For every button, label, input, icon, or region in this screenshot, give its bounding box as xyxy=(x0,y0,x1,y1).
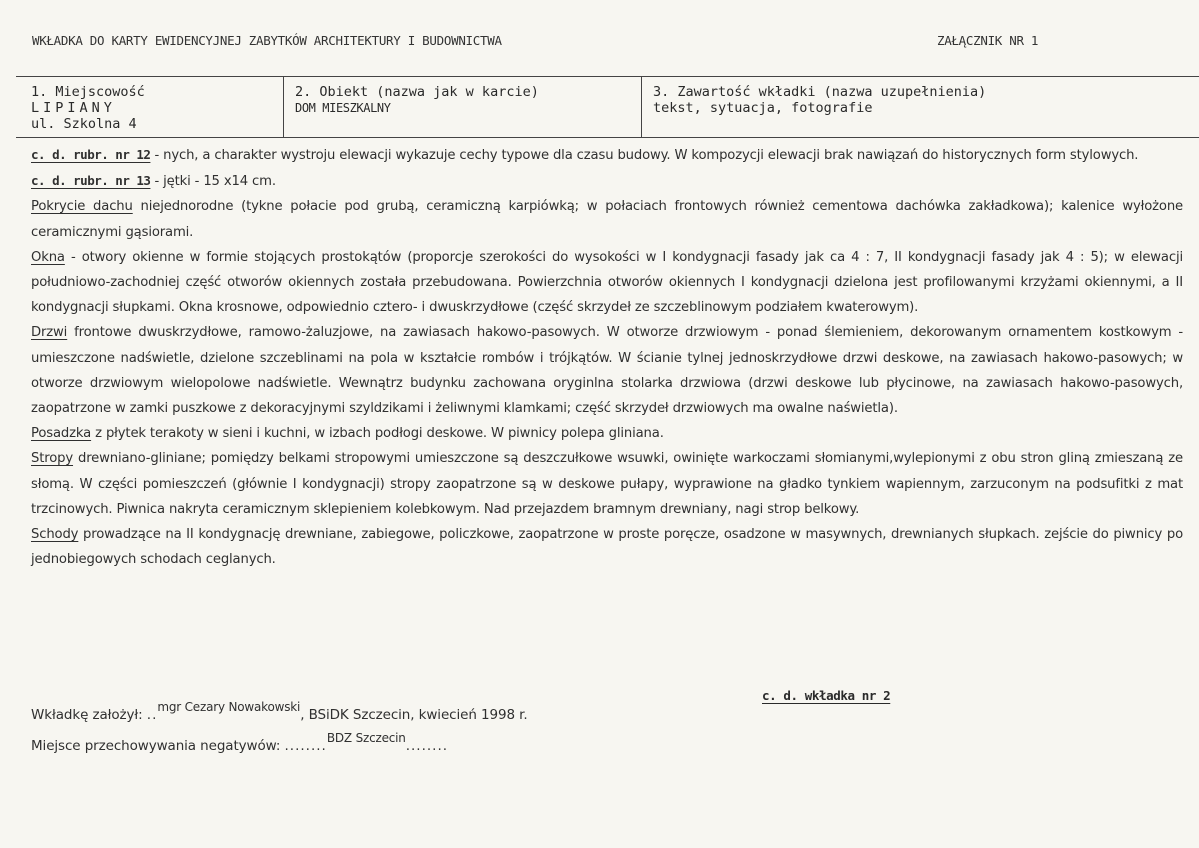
paragraph-label: Stropy xyxy=(31,451,74,467)
paragraph-label: Posadzka xyxy=(31,426,92,442)
paragraph-floor xyxy=(31,421,1183,446)
negatives-line xyxy=(31,731,449,754)
description-body xyxy=(31,142,1183,572)
paragraph-rubr-13 xyxy=(31,168,1183,194)
author-label: Wkładkę założył: xyxy=(31,707,143,723)
locality-label: 1. Miejscowość xyxy=(31,84,145,100)
paragraph-text: frontowe dwuskrzydłowe, ramowo-żaluzjowe, na zawiasach hakowo-pasowych. W otworze drzwiowym - ponad ślemieniem, dekorowanym ornamentem kostkowym - umieszczone nadświetle, dzielone szczeblinami na pola w kształcie rombów i trójkątów. W ścianie tylnej jednoskrzydłowe drzwi deskowe, na zawiasach hakowo-pasowych; w otworze drzwiowym wielopolowe nadświetle. Wewnątrz budynku zachowana oryginlna stolarka drzwiowa (drzwi deskowe lub płycinowe, na zawiasach hakowo-pasowych, zaopatrzone w zamki puszkowe z dekoracyjnymi szyldzikami i żeliwnymi klamkami; część skrzydeł drzwiowych ma owalne naświetla). xyxy=(31,325,1183,417)
annex-number: ZAŁĄCZNIK NR 1 xyxy=(937,33,1039,48)
table-top-border xyxy=(16,76,1199,77)
paragraph-label: Schody xyxy=(31,527,79,543)
table-bottom-border xyxy=(16,137,1199,138)
negatives-label: Miejsce przechowywania negatywów: xyxy=(31,738,281,754)
paragraph-label: Okna xyxy=(31,249,65,265)
document-title: WKŁADKA DO KARTY EWIDENCYJNEJ ZABYTKÓW ARCHITEKTURY I BUDOWNICTWA xyxy=(32,33,502,48)
object-cell xyxy=(295,84,539,116)
object-label: 2. Obiekt (nazwa jak w karcie) xyxy=(295,84,539,100)
paragraph-doors xyxy=(31,320,1183,421)
negatives-dots-after: ........ xyxy=(405,738,449,754)
paragraph-text: - jętki - 15 x14 cm. xyxy=(150,174,276,190)
paragraph-text: drewniano-gliniane; pomiędzy belkami stropowymi umieszczone są deszczułkowe wsuwki, owinięte warkoczami słomianymi,wylepionymi z obu stron gliną zmieszaną ze słomą. W części pomieszczeń (głównie I kondygnacji) stropy zaopatrzone są w deskowe pułapy, wyprawione na gładko tynkiem wapiennym, zarzuconym na podsufitki z mat trzcinowych. Piwnica nakryta ceramicznym sklepieniem kolebkowym. Nad przejazdem bramnym drewniany, nagi strop belkowy. xyxy=(31,451,1183,517)
paragraph-roof xyxy=(31,194,1183,244)
paragraph-text: z płytek terakoty w sieni i kuchni, w izbach podłogi deskowe. W piwnicy polepa gliniana. xyxy=(91,426,664,442)
paragraph-text: - otwory okienne w formie stojących prostokątów (proporcje szerokości do wysokości w I kondygnacji fasady jak ca 4 : 7, II kondygnacji fasady jak 4 : 5); w elewacji południowo-zachodniej część otworów okiennych została przebudowana. Powierzchnia otworów okiennych I kondygnacji dzielona jest profilowanymi krzyżami okiennymi, a II kondygnacji słupkami. Okna krosnowe, odpowiednio cztero- i dwuskrzydłowe (część skrzydeł ze szczeblinowym podziałem kwaterowym). xyxy=(31,249,1183,316)
paragraph-windows xyxy=(31,245,1183,321)
paragraph-text: prowadzące na II kondygnację drewniane, zabiegowe, policzkowe, zaopatrzone w proste poręcze, osadzone w masywnych, drewnianych słupkach. zejście do piwnicy po jednobiegowych schodach ceglanych. xyxy=(31,527,1183,568)
paragraph-rubr-12 xyxy=(31,142,1183,168)
paragraph-text: - nych, a charakter wystroju elewacji wykazuje cechy typowe dla czasu budowy. W kompozycji elewacji brak nawiązań do historycznych form stylowych. xyxy=(150,148,1139,163)
negatives-dots-before: ........ xyxy=(284,738,327,754)
paragraph-label: c. d. rubr. nr 12 xyxy=(31,147,151,162)
locality-cell xyxy=(31,84,145,132)
author-rest: , BSiDK Szczecin, kwiecień 1998 r. xyxy=(300,707,528,723)
paragraph-label: c. d. rubr. nr 13 xyxy=(31,173,151,189)
column-divider-2 xyxy=(641,77,642,137)
paragraph-label: Drzwi xyxy=(31,325,68,341)
contents-cell xyxy=(653,84,986,116)
author-value: mgr Cezary Nowakowski xyxy=(157,700,301,714)
locality-address: ul. Szkolna 4 xyxy=(31,116,137,132)
author-dots: .. xyxy=(146,707,158,723)
paragraph-stairs xyxy=(31,522,1183,572)
paragraph-text: niejednorodne (tykne połacie pod grubą, ceramiczną karpiówką; w połaciach frontowych również cementowa dachówka zakładkowa); kalenice wyłożone ceramicznymi gąsiorami. xyxy=(31,199,1183,240)
object-value: DOM MIESZKALNY xyxy=(295,101,391,115)
continuation-note: c. d. wkładka nr 2 xyxy=(762,688,891,703)
paragraph-ceilings xyxy=(31,446,1183,522)
negatives-value: BDZ Szczecin xyxy=(326,731,406,745)
locality-name: LIPIANY xyxy=(31,100,116,116)
contents-value: tekst, sytuacja, fotografie xyxy=(653,100,873,116)
column-divider-1 xyxy=(283,77,284,137)
paragraph-label: Pokrycie dachu xyxy=(31,199,133,215)
author-line xyxy=(31,700,528,723)
contents-label: 3. Zawartość wkładki (nazwa uzupełnienia) xyxy=(653,84,987,100)
